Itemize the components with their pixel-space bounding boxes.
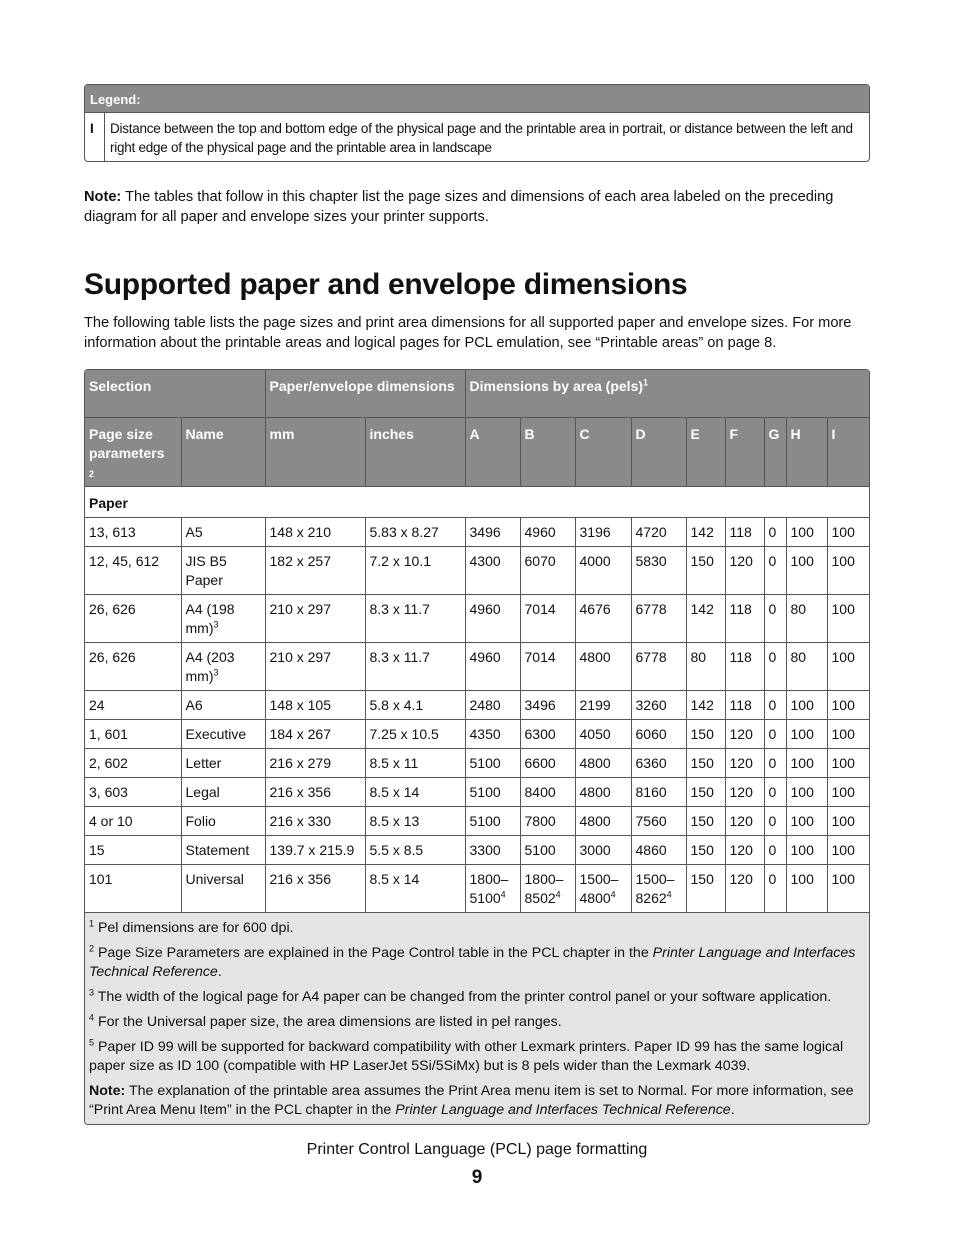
footnote-5: $^5$ Paper ID 99 will be supported for backward compatibility with other Lexmark printers. Paper ID 99 has the same logical paper size as ID 100 (compatible with HP LaserJet 5Si/5SiMx) but is 8 pels wider than the Lexmark 4039.	[89, 1037, 844, 1074]
cell-name: JIS B5 Paper	[181, 547, 265, 595]
cell-e: 150	[686, 836, 725, 865]
footnote-2: $^2$ Page Size Parameters are explained in the Page Control table in the PCL chapter in the Printer Language and Interfaces Technical Reference.	[89, 943, 856, 980]
footnote-1: $^1$ Pel dimensions are for 600 dpi.	[89, 918, 294, 936]
section-label: Paper	[85, 487, 870, 518]
cell-b: 7014	[520, 595, 575, 643]
cell-a: 5100	[465, 778, 520, 807]
cell-g: 0	[764, 836, 786, 865]
cell-e: 142	[686, 595, 725, 643]
cell-name: A4 (198 mm)$^3$	[181, 595, 265, 643]
cell-b: 4960	[520, 518, 575, 547]
header-area-h: H	[786, 418, 827, 487]
cell-b: 7800	[520, 807, 575, 836]
cell-f: 120	[725, 778, 764, 807]
cell-page-size-parameters: 1, 601	[85, 720, 181, 749]
cell-c: 4676	[575, 595, 631, 643]
legend-row	[85, 112, 869, 161]
cell-c: 3196	[575, 518, 631, 547]
cell-d: 3260	[631, 691, 686, 720]
cell-f: 118	[725, 595, 764, 643]
footnotes-row	[85, 913, 870, 1125]
cell-g: 0	[764, 865, 786, 913]
cell-name: Folio	[181, 807, 265, 836]
cell-g: 0	[764, 547, 786, 595]
cell-inches: 8.5 x 11	[365, 749, 465, 778]
cell-g: 0	[764, 595, 786, 643]
cell-f: 120	[725, 807, 764, 836]
cell-a: 3300	[465, 836, 520, 865]
section-row-paper	[85, 487, 870, 518]
cell-name: A5	[181, 518, 265, 547]
cell-a: 4350	[465, 720, 520, 749]
cell-i: 100	[827, 518, 870, 547]
cell-inches: 8.5 x 14	[365, 778, 465, 807]
cell-f: 120	[725, 720, 764, 749]
cell-a: 3496	[465, 518, 520, 547]
cell-h: 100	[786, 865, 827, 913]
cell-c: 3000	[575, 836, 631, 865]
section-heading: Supported paper and envelope dimensions	[84, 268, 688, 301]
cell-name: Letter	[181, 749, 265, 778]
cell-name: Universal	[181, 865, 265, 913]
cell-e: 80	[686, 643, 725, 691]
cell-inches: 8.5 x 13	[365, 807, 465, 836]
cell-c: 2199	[575, 691, 631, 720]
cell-mm: 210 x 297	[265, 643, 365, 691]
table-row	[85, 778, 870, 807]
footnote-ref: 2	[89, 469, 95, 479]
cell-i: 100	[827, 865, 870, 913]
header-dimensions-by-area	[465, 370, 870, 418]
cell-h: 100	[786, 807, 827, 836]
dimensions-table	[85, 370, 870, 1124]
cell-d: 6778	[631, 643, 686, 691]
cell-page-size-parameters: 101	[85, 865, 181, 913]
cell-c: 1500–4800$^4$	[575, 865, 631, 913]
cell-a: 1800–5100$^4$	[465, 865, 520, 913]
page-footer-title: Printer Control Language (PCL) page formatting	[306, 1141, 648, 1158]
cell-i: 100	[827, 778, 870, 807]
header-dimensions-label: Dimensions by area (pels)	[469, 378, 644, 394]
cell-page-size-parameters: 4 or 10	[85, 807, 181, 836]
cell-f: 120	[725, 836, 764, 865]
cell-a: 2480	[465, 691, 520, 720]
intro-paragraph: The following table lists the page sizes and print area dimensions for all supported paper and envelope sizes. For more information about the printable areas and logical pages for PCL emulation, see “Printable areas” on page 8.	[84, 315, 852, 351]
cell-inches: 5.8 x 4.1	[365, 691, 465, 720]
cell-d: 4720	[631, 518, 686, 547]
cell-e: 150	[686, 749, 725, 778]
cell-h: 100	[786, 720, 827, 749]
cell-name: Legal	[181, 778, 265, 807]
table-row	[85, 720, 870, 749]
header-area-g: G	[764, 418, 786, 487]
cell-g: 0	[764, 749, 786, 778]
cell-page-size-parameters: 26, 626	[85, 595, 181, 643]
cell-a: 4960	[465, 643, 520, 691]
header-page-size-parameters	[85, 418, 181, 487]
table-row	[85, 807, 870, 836]
cell-h: 80	[786, 643, 827, 691]
cell-name: A6	[181, 691, 265, 720]
cell-f: 120	[725, 865, 764, 913]
cell-name: A4 (203 mm)$^3$	[181, 643, 265, 691]
cell-b: 5100	[520, 836, 575, 865]
cell-g: 0	[764, 778, 786, 807]
cell-b: 7014	[520, 643, 575, 691]
cell-mm: 184 x 267	[265, 720, 365, 749]
table-row	[85, 836, 870, 865]
cell-g: 0	[764, 643, 786, 691]
cell-i: 100	[827, 749, 870, 778]
cell-e: 150	[686, 720, 725, 749]
cell-h: 100	[786, 547, 827, 595]
page-content	[84, 84, 870, 1125]
cell-i: 100	[827, 691, 870, 720]
cell-mm: 216 x 279	[265, 749, 365, 778]
cell-inches: 8.3 x 11.7	[365, 643, 465, 691]
footnote-3: $^3$ The width of the logical page for A4 paper can be changed from the printer control panel or your software application.	[89, 987, 832, 1005]
cell-b: 8400	[520, 778, 575, 807]
cell-h: 100	[786, 691, 827, 720]
header-row-columns	[85, 418, 870, 487]
page-number: 9	[471, 1167, 483, 1188]
cell-c: 4050	[575, 720, 631, 749]
cell-page-size-parameters: 15	[85, 836, 181, 865]
cell-h: 100	[786, 836, 827, 865]
header-area-a: A	[465, 418, 520, 487]
cell-mm: 139.7 x 215.9	[265, 836, 365, 865]
footnotes-cell	[85, 913, 870, 1125]
cell-b: 3496	[520, 691, 575, 720]
cell-a: 4960	[465, 595, 520, 643]
cell-d: 5830	[631, 547, 686, 595]
cell-mm: 148 x 210	[265, 518, 365, 547]
dimensions-table-wrapper	[84, 369, 870, 1125]
table-row	[85, 518, 870, 547]
table-row	[85, 749, 870, 778]
header-selection: Selection	[85, 370, 265, 418]
table-row	[85, 691, 870, 720]
cell-mm: 210 x 297	[265, 595, 365, 643]
cell-inches: 7.2 x 10.1	[365, 547, 465, 595]
cell-b: 6600	[520, 749, 575, 778]
cell-c: 4800	[575, 807, 631, 836]
cell-i: 100	[827, 595, 870, 643]
cell-g: 0	[764, 691, 786, 720]
cell-mm: 148 x 105	[265, 691, 365, 720]
cell-i: 100	[827, 720, 870, 749]
cell-c: 4800	[575, 749, 631, 778]
header-mm: mm	[265, 418, 365, 487]
cell-name: Statement	[181, 836, 265, 865]
cell-h: 100	[786, 778, 827, 807]
note-paragraph	[84, 187, 870, 227]
cell-page-size-parameters: 3, 603	[85, 778, 181, 807]
cell-i: 100	[827, 643, 870, 691]
cell-e: 150	[686, 778, 725, 807]
cell-b: 6300	[520, 720, 575, 749]
table-row	[85, 595, 870, 643]
legend-title: Legend:	[85, 85, 869, 112]
cell-g: 0	[764, 720, 786, 749]
header-inches: inches	[365, 418, 465, 487]
header-row-groups	[85, 370, 870, 418]
header-paper-dimensions: Paper/envelope dimensions	[265, 370, 465, 418]
legend-key: I	[85, 113, 105, 161]
header-page-size-label: Page size parameters	[89, 426, 165, 461]
cell-h: 100	[786, 749, 827, 778]
cell-mm: 182 x 257	[265, 547, 365, 595]
cell-b: 1800–8502$^4$	[520, 865, 575, 913]
cell-c: 4000	[575, 547, 631, 595]
cell-c: 4800	[575, 643, 631, 691]
cell-h: 80	[786, 595, 827, 643]
cell-name: Executive	[181, 720, 265, 749]
cell-inches: 8.3 x 11.7	[365, 595, 465, 643]
cell-mm: 216 x 330	[265, 807, 365, 836]
cell-f: 120	[725, 749, 764, 778]
cell-e: 150	[686, 865, 725, 913]
note-label: Note:	[84, 189, 122, 205]
table-row	[85, 643, 870, 691]
table-row	[85, 547, 870, 595]
footnote-note: Note: The explanation of the printable area assumes the Print Area menu item is set to Normal. For more information, see “Print Area Menu Item” in the PCL chapter in the Printer Language and Interfaces Technical Reference.	[89, 1083, 854, 1118]
cell-inches: 7.25 x 10.5	[365, 720, 465, 749]
cell-page-size-parameters: 12, 45, 612	[85, 547, 181, 595]
cell-f: 118	[725, 691, 764, 720]
cell-d: 6778	[631, 595, 686, 643]
header-area-c: C	[575, 418, 631, 487]
cell-e: 150	[686, 547, 725, 595]
cell-page-size-parameters: 13, 613	[85, 518, 181, 547]
cell-d: 6060	[631, 720, 686, 749]
cell-d: 4860	[631, 836, 686, 865]
cell-a: 5100	[465, 807, 520, 836]
cell-f: 120	[725, 547, 764, 595]
cell-mm: 216 x 356	[265, 865, 365, 913]
cell-i: 100	[827, 807, 870, 836]
cell-h: 100	[786, 518, 827, 547]
header-area-i: I	[827, 418, 870, 487]
cell-page-size-parameters: 26, 626	[85, 643, 181, 691]
cell-f: 118	[725, 643, 764, 691]
cell-e: 150	[686, 807, 725, 836]
cell-d: 1500–8262$^4$	[631, 865, 686, 913]
cell-i: 100	[827, 836, 870, 865]
cell-mm: 216 x 356	[265, 778, 365, 807]
cell-inches: 8.5 x 14	[365, 865, 465, 913]
cell-d: 7560	[631, 807, 686, 836]
cell-page-size-parameters: 24	[85, 691, 181, 720]
footnote-4: $^4$ For the Universal paper size, the area dimensions are listed in pel ranges.	[89, 1012, 562, 1030]
cell-i: 100	[827, 547, 870, 595]
note-text: The tables that follow in this chapter list the page sizes and dimensions of each area labeled on the preceding diagram for all paper and envelope sizes your printer supports.	[84, 189, 834, 225]
cell-a: 4300	[465, 547, 520, 595]
cell-f: 118	[725, 518, 764, 547]
cell-g: 0	[764, 807, 786, 836]
table-row	[85, 865, 870, 913]
legend-box	[84, 84, 870, 162]
cell-c: 4800	[575, 778, 631, 807]
cell-d: 6360	[631, 749, 686, 778]
cell-page-size-parameters: 2, 602	[85, 749, 181, 778]
header-area-d: D	[631, 418, 686, 487]
cell-a: 5100	[465, 749, 520, 778]
cell-inches: 5.83 x 8.27	[365, 518, 465, 547]
header-name: Name	[181, 418, 265, 487]
header-area-e: E	[686, 418, 725, 487]
footnote-ref: 1	[643, 377, 649, 388]
cell-b: 6070	[520, 547, 575, 595]
cell-inches: 5.5 x 8.5	[365, 836, 465, 865]
header-area-f: F	[725, 418, 764, 487]
legend-description: Distance between the top and bottom edge of the physical page and the printable area in portrait, or distance between the left and right edge of the physical page and the printable area in landscape	[110, 121, 853, 155]
cell-e: 142	[686, 691, 725, 720]
header-area-b: B	[520, 418, 575, 487]
cell-e: 142	[686, 518, 725, 547]
cell-g: 0	[764, 518, 786, 547]
cell-d: 8160	[631, 778, 686, 807]
